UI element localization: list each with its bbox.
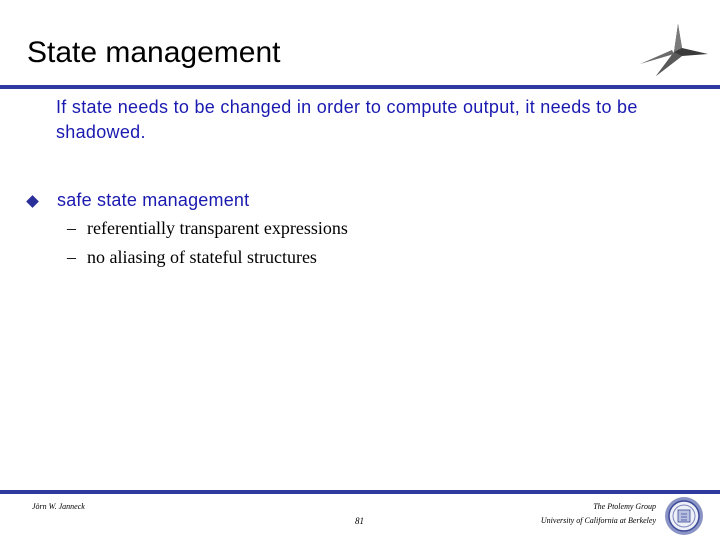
page-number: 81 xyxy=(355,516,364,526)
intro-text: If state needs to be changed in order to compute output, it needs to be shadowed. xyxy=(56,97,638,142)
sub-item-dash: – xyxy=(67,218,76,238)
ptolemy-logo xyxy=(638,20,710,80)
bullet-text: safe state management xyxy=(57,190,250,210)
footer-university: University of California at Berkeley xyxy=(540,516,656,525)
footer-group: The Ptolemy Group xyxy=(593,502,656,511)
sub-item-text: referentially transparent expressions xyxy=(87,218,348,238)
sub-item-text: no aliasing of stateful structures xyxy=(87,247,317,267)
bullet-diamond-icon xyxy=(26,195,39,208)
university-seal-icon xyxy=(664,496,704,536)
title-rule xyxy=(0,85,720,89)
slide-title: State management xyxy=(27,36,281,69)
sub-item-dash: – xyxy=(67,247,76,267)
footer-author: Jörn W. Janneck xyxy=(32,502,85,511)
sub-item xyxy=(67,218,348,239)
footer-rule xyxy=(0,490,720,494)
sub-item xyxy=(67,247,317,268)
